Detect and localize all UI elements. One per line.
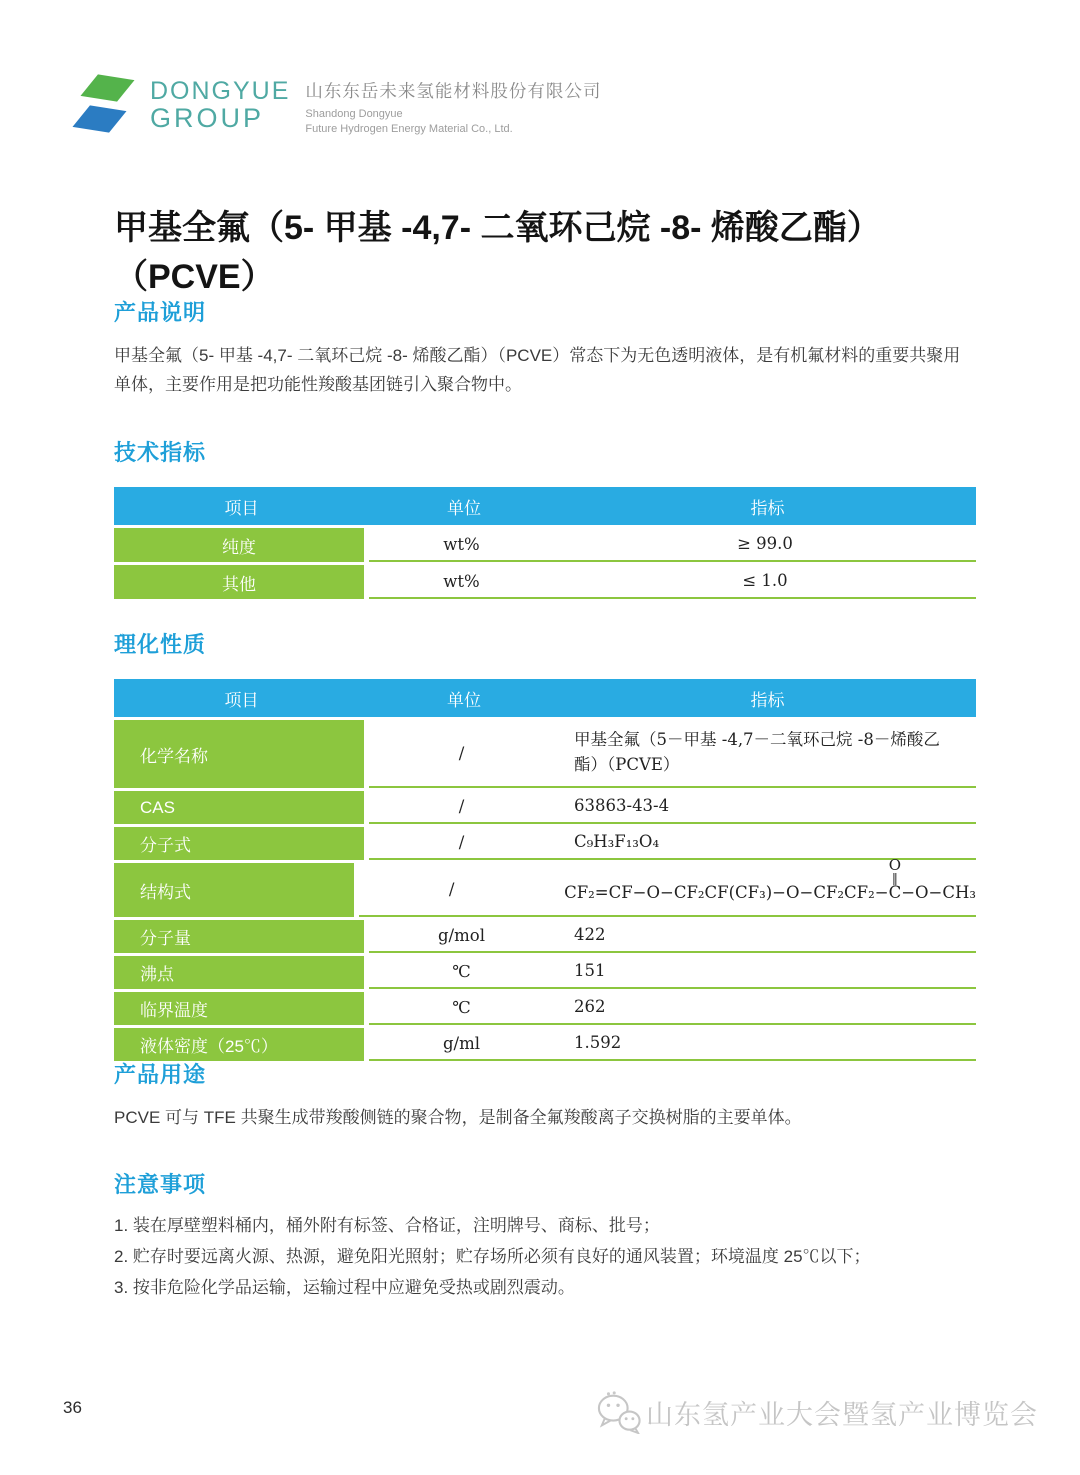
watermark-text: 山东氢产业大会暨氢产业博览会 xyxy=(646,1399,1038,1430)
double-bond: ‖ xyxy=(891,871,898,886)
cell-value: 63863-43-4 xyxy=(574,796,670,816)
precaution-item: 1. 装在厚壁塑料桶内，桶外附有标签、合格证，注明牌号、商标、批号； xyxy=(114,1216,660,1235)
section-heading-tech-specs: 技术指标 xyxy=(114,440,207,465)
cell-item: 结构式 xyxy=(114,863,354,917)
carbonyl-oxygen: O xyxy=(888,856,902,875)
cell-item: 液体密度（25℃） xyxy=(114,1028,364,1061)
logo-wordmark-line1: DONGYUE xyxy=(150,77,291,105)
company-name-block xyxy=(305,74,601,137)
table-row-boiling-point xyxy=(114,956,976,989)
cell-unit: wt% xyxy=(443,534,480,554)
watermark xyxy=(596,1390,1038,1434)
cell-unit: wt% xyxy=(443,571,480,591)
cell-unit: g/mol xyxy=(438,926,485,945)
cell-unit: / xyxy=(458,797,465,816)
cell-value: ≤ 1.0 xyxy=(742,570,788,590)
section-phys-chem xyxy=(114,628,976,1064)
cell-unit: ℃ xyxy=(452,998,471,1017)
structure-chain-right: −O−CH₃ xyxy=(901,883,976,903)
table-header-row xyxy=(114,679,976,717)
logo-green-parallelogram xyxy=(81,74,135,101)
column-header-value: 指标 xyxy=(750,498,785,518)
company-name-cn: 山东东岳未来氢能材料股份有限公司 xyxy=(305,81,602,101)
cell-unit: ℃ xyxy=(452,962,471,981)
wechat-icon xyxy=(596,1390,642,1434)
page-title: 甲基全氟（5- 甲基 -4,7- 二氧环己烷 -8- 烯酸乙酯）（PCVE） xyxy=(114,209,881,296)
section-heading-phys-chem: 理化性质 xyxy=(114,632,207,657)
precautions-list xyxy=(114,1211,976,1304)
table-row-structural-formula xyxy=(114,856,976,917)
cell-value: ≥ 99.0 xyxy=(737,533,793,553)
precaution-item: 2. 贮存时要远离火源、热源，避免阳光照射；贮存场所必须有良好的通风装置；环境温度 25℃以下； xyxy=(114,1246,871,1266)
cell-item: CAS xyxy=(114,791,364,824)
page-number: 36 xyxy=(63,1398,82,1417)
cell-value: 262 xyxy=(574,997,606,1017)
column-header-item: 项目 xyxy=(224,690,259,710)
cell-unit: / xyxy=(458,833,465,852)
table-row-liquid-density xyxy=(114,1028,976,1061)
dongyue-logo-icon xyxy=(74,74,136,138)
cell-item: 化学名称 xyxy=(114,720,364,788)
cell-value: 151 xyxy=(574,961,606,981)
company-name-en-line1: Shandong Dongyue xyxy=(305,108,403,120)
cell-item: 纯度 xyxy=(114,528,364,562)
usage-body: PCVE 可与 TFE 共聚生成带羧酸侧链的聚合物，是制备全氟羧酸离子交换树脂的主要单体。 xyxy=(114,1108,802,1127)
table-row-molecular-weight xyxy=(114,920,976,953)
column-header-unit: 单位 xyxy=(447,498,481,518)
structure-chain-left: CF₂=CF−O−CF₂CF(CF₃)−O−CF₂CF₂− xyxy=(564,883,889,903)
logo-wordmark-line2: GROUP xyxy=(150,103,265,133)
cell-item: 分子式 xyxy=(114,827,364,860)
cell-item: 其他 xyxy=(114,565,364,599)
section-heading-precautions: 注意事项 xyxy=(114,1172,207,1197)
carbonyl-group xyxy=(888,856,902,906)
tech-specs-table xyxy=(114,487,976,599)
section-description xyxy=(114,296,976,399)
section-heading-description: 产品说明 xyxy=(114,300,207,325)
cell-unit: / xyxy=(458,743,465,763)
cell-unit: / xyxy=(448,879,455,899)
cell-item: 沸点 xyxy=(114,956,364,989)
logo-wordmark xyxy=(150,74,290,132)
page-header xyxy=(74,74,601,138)
section-precautions xyxy=(114,1168,976,1304)
cell-value: 甲基全氟（5－甲基 -4,7－二氧环己烷 -8－烯酸乙酯）（PCVE） xyxy=(574,730,940,774)
precaution-item: 3. 按非危险化学品运输，运输过程中应避免受热或剧烈震动。 xyxy=(114,1277,575,1297)
company-name-en xyxy=(305,107,601,137)
description-body: 甲基全氟（5- 甲基 -4,7- 二氧环己烷 -8- 烯酸乙酯）（PCVE）常态下为无色透明液体，是有机氟材料的重要共聚用单体，主要作用是把功能性羧酸基团链引入聚合物中。 xyxy=(114,346,961,395)
cell-item: 分子量 xyxy=(114,920,364,953)
cell-item: 临界温度 xyxy=(114,992,364,1025)
table-row-chemical-name xyxy=(114,720,976,788)
section-usage xyxy=(114,1058,976,1132)
carbonyl-carbon: C xyxy=(888,883,902,903)
table-row xyxy=(114,565,976,599)
table-row xyxy=(114,528,976,562)
column-header-unit: 单位 xyxy=(447,690,481,710)
column-header-value: 指标 xyxy=(750,690,785,710)
section-tech-specs xyxy=(114,436,976,602)
table-row-cas xyxy=(114,791,976,824)
logo-blue-parallelogram xyxy=(73,105,127,132)
company-name-en-line2: Future Hydrogen Energy Material Co., Ltd. xyxy=(305,122,513,135)
cell-value-structural-formula xyxy=(544,856,976,915)
phys-chem-table xyxy=(114,679,976,1061)
cell-value: C₉H₃F₁₃O₄ xyxy=(574,832,660,852)
cell-unit: g/ml xyxy=(442,1034,481,1053)
column-header-item: 项目 xyxy=(224,498,259,518)
cell-value: 422 xyxy=(574,925,606,945)
table-row-critical-temperature xyxy=(114,992,976,1025)
table-header-row xyxy=(114,487,976,525)
cell-value: 1.592 xyxy=(574,1033,622,1053)
section-heading-usage: 产品用途 xyxy=(114,1062,207,1087)
table-row-molecular-formula xyxy=(114,827,976,860)
